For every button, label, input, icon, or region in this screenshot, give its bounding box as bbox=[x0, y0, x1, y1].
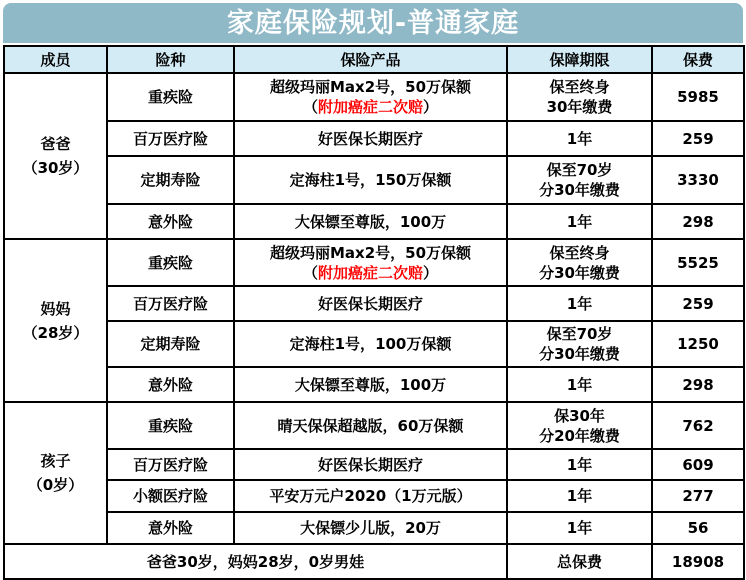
insurance-type-cell: 意外险 bbox=[107, 512, 234, 544]
header-period: 保障期限 bbox=[507, 46, 652, 73]
header-member: 成员 bbox=[4, 46, 107, 73]
premium-cell: 298 bbox=[652, 367, 744, 402]
product-name: 超级玛丽Max2号，50万保额 bbox=[269, 78, 472, 96]
member-name: 爸爸 bbox=[40, 135, 71, 153]
member-cell-mom bbox=[4, 239, 107, 402]
title-banner bbox=[3, 3, 743, 43]
total-label: 总保费 bbox=[507, 544, 652, 579]
product-cell bbox=[234, 73, 507, 121]
header-product: 保险产品 bbox=[234, 46, 507, 73]
table-row bbox=[4, 156, 744, 204]
product-cell: 大保镖至尊版，100万 bbox=[234, 204, 507, 239]
product-name: 超级玛丽Max2号，50万保额 bbox=[269, 243, 472, 262]
product-cell: 定海柱1号，100万保额 bbox=[234, 321, 507, 367]
member-age: （0岁） bbox=[27, 476, 84, 494]
insurance-type-cell: 小额医疗险 bbox=[107, 480, 234, 512]
product-cell bbox=[234, 239, 507, 286]
table-row bbox=[4, 204, 744, 239]
product-cell: 大保镖少儿版，20万 bbox=[234, 512, 507, 544]
member-name: 妈妈 bbox=[40, 299, 71, 318]
premium-cell: 298 bbox=[652, 204, 744, 239]
period-cell: 1年 bbox=[507, 121, 652, 156]
member-age: （30岁） bbox=[22, 159, 89, 177]
period-cell: 1年 bbox=[507, 480, 652, 512]
product-cell: 好医保长期医疗 bbox=[234, 121, 507, 156]
footer-row bbox=[4, 544, 744, 579]
premium-cell: 609 bbox=[652, 449, 744, 480]
table-row bbox=[4, 73, 744, 121]
product-cell: 大保镖至尊版，100万 bbox=[234, 367, 507, 402]
table-row bbox=[4, 512, 744, 544]
member-cell-child bbox=[4, 402, 107, 544]
header-row bbox=[4, 46, 744, 73]
product-cell: 好医保长期医疗 bbox=[234, 449, 507, 480]
premium-cell: 5525 bbox=[652, 239, 744, 286]
insurance-type-cell: 定期寿险 bbox=[107, 321, 234, 367]
insurance-type-cell: 百万医疗险 bbox=[107, 449, 234, 480]
total-premium: 18908 bbox=[652, 544, 744, 579]
period-cell: 保至70岁 分30年缴费 bbox=[507, 321, 652, 367]
premium-cell: 762 bbox=[652, 402, 744, 449]
table-row bbox=[4, 286, 744, 321]
footer-note: 爸爸30岁，妈妈28岁，0岁男娃 bbox=[4, 544, 507, 579]
insurance-type-cell: 重疾险 bbox=[107, 73, 234, 121]
member-age: （28岁） bbox=[22, 323, 89, 342]
period-cell: 1年 bbox=[507, 449, 652, 480]
period-cell: 1年 bbox=[507, 512, 652, 544]
period-cell: 保30年 分20年缴费 bbox=[507, 402, 652, 449]
premium-cell: 1250 bbox=[652, 321, 744, 367]
insurance-type-cell: 百万医疗险 bbox=[107, 121, 234, 156]
product-note: （附加癌症二次赔） bbox=[302, 263, 439, 282]
period-cell: 1年 bbox=[507, 204, 652, 239]
insurance-type-cell: 意外险 bbox=[107, 367, 234, 402]
insurance-type-cell: 意外险 bbox=[107, 204, 234, 239]
insurance-type-cell: 百万医疗险 bbox=[107, 286, 234, 321]
product-note: （附加癌症二次赔） bbox=[302, 98, 439, 116]
period-cell: 保至终身 30年缴费 bbox=[507, 73, 652, 121]
table-row bbox=[4, 402, 744, 449]
table-row bbox=[4, 480, 744, 512]
premium-cell: 5985 bbox=[652, 73, 744, 121]
product-note-red: 附加癌症二次赔 bbox=[317, 98, 423, 116]
insurance-type-cell: 定期寿险 bbox=[107, 156, 234, 204]
insurance-type-cell: 重疾险 bbox=[107, 402, 234, 449]
table-row bbox=[4, 321, 744, 367]
table-row bbox=[4, 239, 744, 286]
table-row bbox=[4, 449, 744, 480]
product-note-red: 附加癌症二次赔 bbox=[317, 263, 423, 282]
premium-cell: 259 bbox=[652, 286, 744, 321]
member-cell-dad bbox=[4, 73, 107, 239]
period-cell: 1年 bbox=[507, 286, 652, 321]
page-title: 家庭保险规划-普通家庭 bbox=[226, 7, 520, 39]
insurance-type-cell: 重疾险 bbox=[107, 239, 234, 286]
premium-cell: 277 bbox=[652, 480, 744, 512]
period-cell: 保至终身 分30年缴费 bbox=[507, 239, 652, 286]
premium-cell: 3330 bbox=[652, 156, 744, 204]
member-name: 孩子 bbox=[40, 452, 71, 470]
product-cell: 晴天保保超越版，60万保额 bbox=[234, 402, 507, 449]
table-row bbox=[4, 121, 744, 156]
premium-cell: 259 bbox=[652, 121, 744, 156]
product-cell: 平安万元户2020（1万元版） bbox=[234, 480, 507, 512]
table-row bbox=[4, 367, 744, 402]
period-cell: 1年 bbox=[507, 367, 652, 402]
header-premium: 保费 bbox=[652, 46, 744, 73]
product-cell: 好医保长期医疗 bbox=[234, 286, 507, 321]
premium-cell: 56 bbox=[652, 512, 744, 544]
insurance-table bbox=[3, 45, 745, 580]
product-cell: 定海柱1号，150万保额 bbox=[234, 156, 507, 204]
period-cell: 保至70岁 分30年缴费 bbox=[507, 156, 652, 204]
header-type: 险种 bbox=[107, 46, 234, 73]
